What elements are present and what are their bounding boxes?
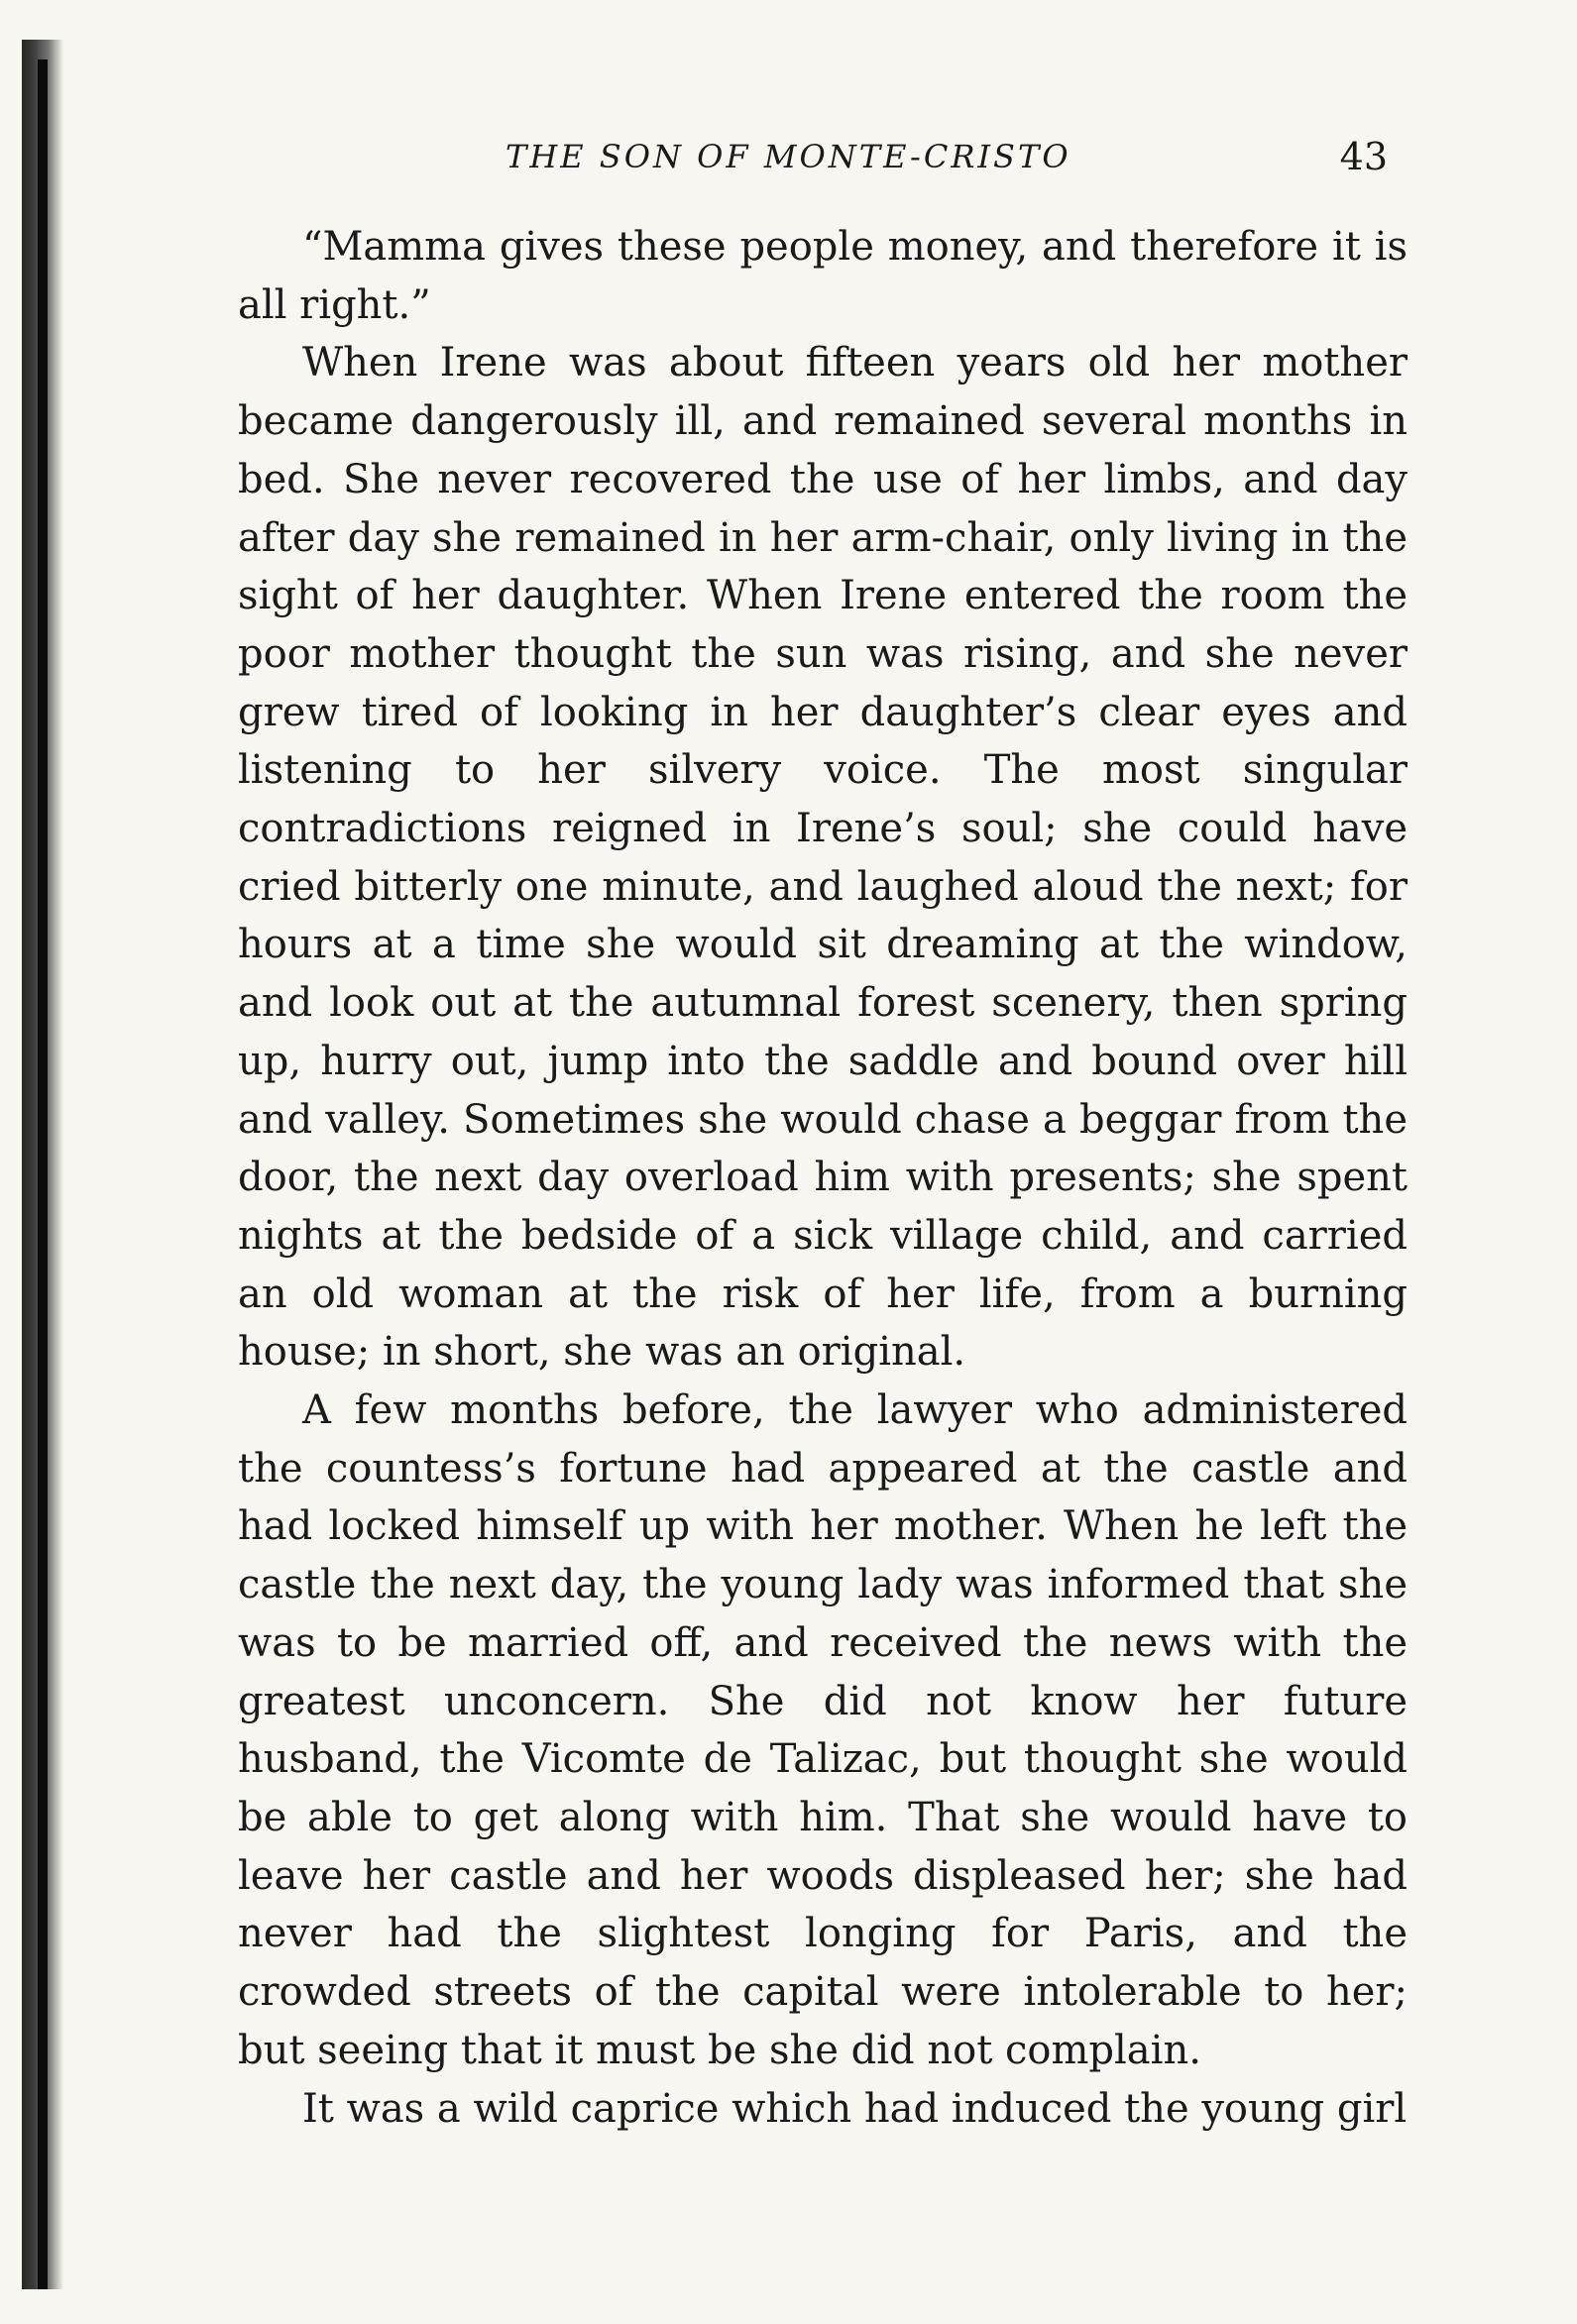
paragraph: “Mamma gives these people money, and therefore it is all right.”	[238, 224, 1408, 328]
paragraph: A few months before, the lawyer who administered the countess’s fortune had appeared at the castle and had locked himself up with her mother. When he left the castle the next day, the young lady was informed that she was to be married off, and received the news with the greatest unconcern. She did not know her future husband, the Vicomte de Talizac, but thought she would be able to get along with him. That she would have to leave her castle and her woods displeased her; she had never had the slightest longing for Paris, and the crowded streets of the capital were intolerable to her; but seeing that it must be she did not complain.	[238, 1387, 1408, 2073]
running-head	[238, 127, 1427, 186]
page-number: 43	[1339, 135, 1388, 178]
paragraph: It was a wild caprice which had induced the young girl	[302, 2085, 1408, 2132]
running-title: THE SON OF MONTE-CRISTO	[506, 138, 1071, 175]
paragraph: When Irene was about fifteen years old her mother became dangerously ill, and remained several months in bed. She never recovered the use of her limbs, and day after day she remained in her arm-chair, only living in the sight of her daughter. When Irene entered the room the poor mother thought the sun was rising, and she never grew tired of looking in her daughter’s clear eyes and listening to her silvery voice. The most singular contradictions reigned in Irene’s soul; she could have cried bitterly one minute, and laughed aloud the next; for hours at a time she would sit dreaming at the window, and look out at the autumnal forest scenery, then spring up, hurry out, jump into the saddle and bound over hill and valley. Sometimes she would chase a beggar from the door, the next day overload him with presents; she spent nights at the bedside of a sick village child, and carried an old woman at the risk of her life, from a burning house; in short, she was an original.	[238, 340, 1408, 1376]
body-text	[238, 218, 1408, 2138]
